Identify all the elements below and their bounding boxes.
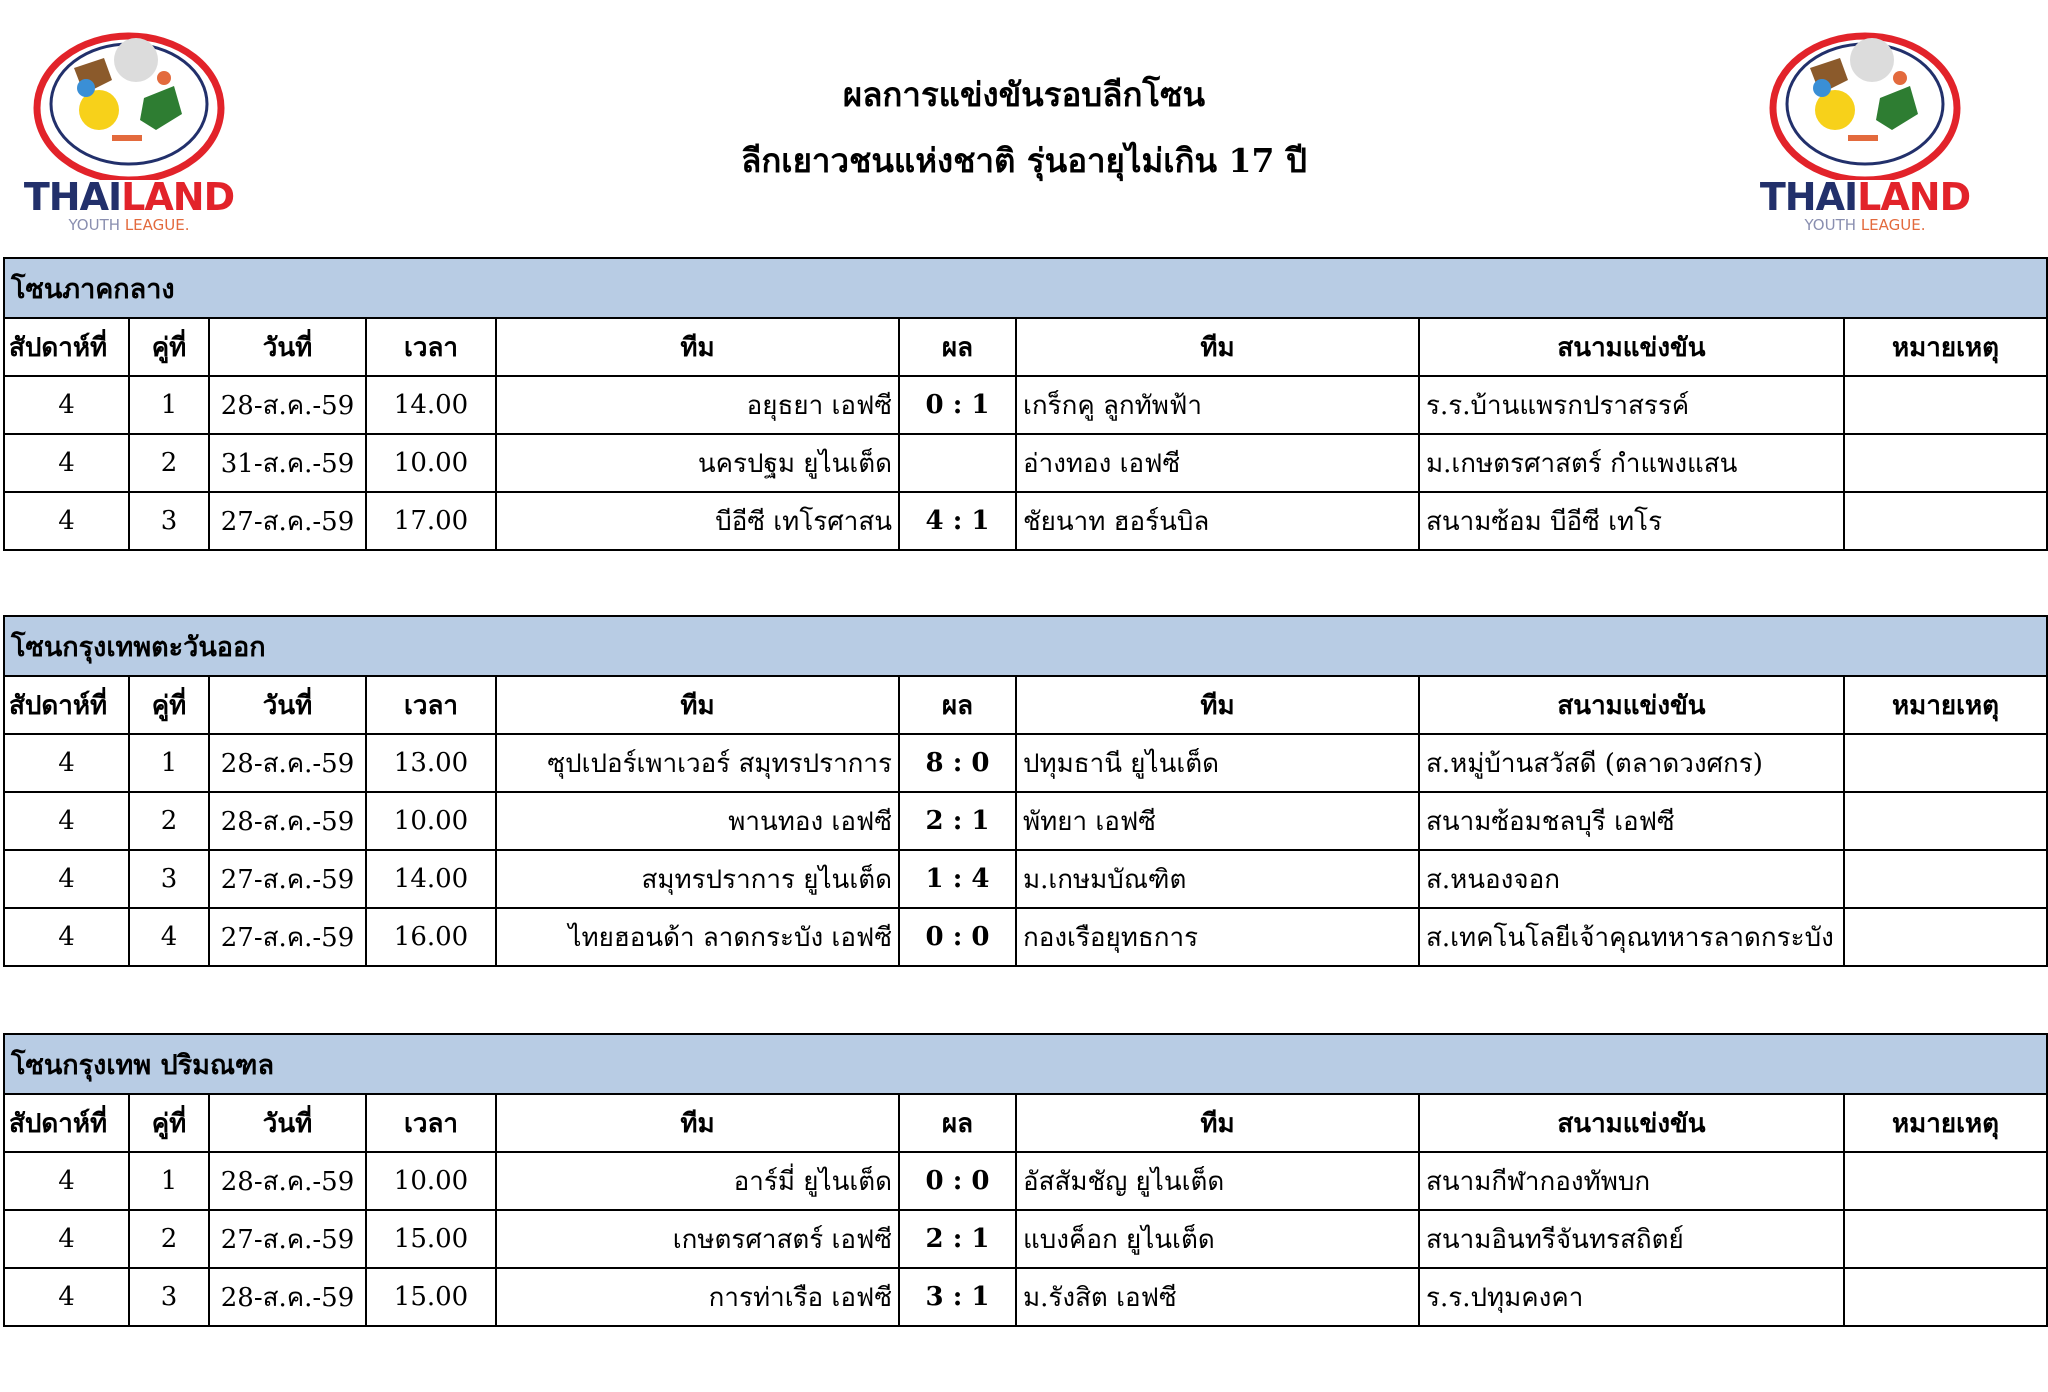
time-header: เวลา: [366, 318, 496, 376]
score-header: ผล: [899, 676, 1016, 734]
column-header-row: [4, 1094, 2047, 1152]
score-cell: 0 : 0: [899, 908, 1016, 966]
score-cell: 0 : 1: [899, 376, 1016, 434]
score-cell: 8 : 0: [899, 734, 1016, 792]
time-header: เวลา: [366, 676, 496, 734]
zone-table-bangkok-east: [3, 615, 2048, 967]
away-team-cell: แบงค็อก ยูไนเต็ด: [1016, 1210, 1419, 1268]
week-header: สัปดาห์ที่: [4, 1094, 129, 1152]
away-team-header: ทีม: [1016, 318, 1419, 376]
match-header: คู่ที่: [129, 318, 209, 376]
week-cell: 4: [4, 492, 129, 550]
table-row: [4, 376, 2047, 434]
home-team-cell: การท่าเรือ เอฟซี: [496, 1268, 899, 1326]
week-cell: 4: [4, 434, 129, 492]
match-cell: 3: [129, 1268, 209, 1326]
note-cell: [1844, 1210, 2047, 1268]
away-team-cell: เกร็กคู ลูกทัพฟ้า: [1016, 376, 1419, 434]
away-team-header: ทีม: [1016, 676, 1419, 734]
time-header: เวลา: [366, 1094, 496, 1152]
time-cell: 14.00: [366, 376, 496, 434]
date-cell: 28-ส.ค.-59: [209, 376, 366, 434]
time-cell: 13.00: [366, 734, 496, 792]
away-team-header: ทีม: [1016, 1094, 1419, 1152]
home-team-cell: บีอีซี เทโรศาสน: [496, 492, 899, 550]
note-cell: [1844, 850, 2047, 908]
home-team-cell: ซุปเปอร์เพาเวอร์ สมุทรปราการ: [496, 734, 899, 792]
week-cell: 4: [4, 792, 129, 850]
table-row: [4, 850, 2047, 908]
score-cell: 2 : 1: [899, 792, 1016, 850]
score-cell: 2 : 1: [899, 1210, 1016, 1268]
away-team-cell: ปทุมธานี ยูไนเต็ด: [1016, 734, 1419, 792]
note-cell: [1844, 1268, 2047, 1326]
date-header: วันที่: [209, 1094, 366, 1152]
table-row: [4, 792, 2047, 850]
score-header: ผล: [899, 318, 1016, 376]
week-cell: 4: [4, 850, 129, 908]
time-cell: 10.00: [366, 792, 496, 850]
away-team-cell: กองเรือยุทธการ: [1016, 908, 1419, 966]
time-cell: 16.00: [366, 908, 496, 966]
zone-table-bangkok-metro: [3, 1033, 2048, 1327]
page-title: ผลการแข่งขันรอบลีกโซน: [842, 75, 1206, 114]
table-row: [4, 434, 2047, 492]
time-cell: 10.00: [366, 434, 496, 492]
match-cell: 4: [129, 908, 209, 966]
venue-cell: ร.ร.บ้านแพรกปราสรรค์: [1419, 376, 1844, 434]
match-cell: 3: [129, 492, 209, 550]
note-cell: [1844, 734, 2047, 792]
home-team-cell: นครปฐม ยูไนเต็ด: [496, 434, 899, 492]
away-team-cell: อ่างทอง เอฟซี: [1016, 434, 1419, 492]
home-team-cell: เกษตรศาสตร์ เอฟซี: [496, 1210, 899, 1268]
away-team-cell: ม.เกษมบัณฑิต: [1016, 850, 1419, 908]
table-row: [4, 1268, 2047, 1326]
logo-wordmark: THAILAND: [23, 175, 235, 219]
date-cell: 28-ส.ค.-59: [209, 1152, 366, 1210]
week-cell: 4: [4, 376, 129, 434]
table-row: [4, 1210, 2047, 1268]
page-subtitle: ลีกเยาวชนแห่งชาติ รุ่นอายุไม่เกิน 17 ปี: [741, 141, 1307, 180]
time-cell: 14.00: [366, 850, 496, 908]
date-cell: 27-ส.ค.-59: [209, 850, 366, 908]
date-cell: 27-ส.ค.-59: [209, 492, 366, 550]
column-header-row: [4, 676, 2047, 734]
date-cell: 31-ส.ค.-59: [209, 434, 366, 492]
note-cell: [1844, 908, 2047, 966]
home-team-cell: อยุธยา เอฟซี: [496, 376, 899, 434]
match-cell: 2: [129, 1210, 209, 1268]
note-header: หมายเหตุ: [1844, 1094, 2047, 1152]
week-header: สัปดาห์ที่: [4, 318, 129, 376]
note-cell: [1844, 1152, 2047, 1210]
week-cell: 4: [4, 1268, 129, 1326]
note-cell: [1844, 792, 2047, 850]
note-header: หมายเหตุ: [1844, 676, 2047, 734]
note-header: หมายเหตุ: [1844, 318, 2047, 376]
venue-cell: สนามซ้อม บีอีซี เทโร: [1419, 492, 1844, 550]
date-header: วันที่: [209, 318, 366, 376]
home-team-cell: ไทยฮอนด้า ลาดกระบัง เอฟซี: [496, 908, 899, 966]
match-header: คู่ที่: [129, 1094, 209, 1152]
time-cell: 15.00: [366, 1268, 496, 1326]
score-header: ผล: [899, 1094, 1016, 1152]
venue-header: สนามแข่งขัน: [1419, 318, 1844, 376]
table-row: [4, 492, 2047, 550]
match-cell: 2: [129, 792, 209, 850]
zone-name: โซนภาคกลาง: [4, 258, 2047, 318]
time-cell: 17.00: [366, 492, 496, 550]
week-cell: 4: [4, 908, 129, 966]
match-cell: 1: [129, 376, 209, 434]
venue-cell: ส.หมู่บ้านสวัสดี (ตลาดวงศกร): [1419, 734, 1844, 792]
venue-cell: ส.หนองจอก: [1419, 850, 1844, 908]
venue-cell: สนามซ้อมชลบุรี เอฟซี: [1419, 792, 1844, 850]
venue-cell: ส.เทคโนโลยีเจ้าคุณทหารลาดกระบัง: [1419, 908, 1844, 966]
date-cell: 27-ส.ค.-59: [209, 1210, 366, 1268]
home-team-cell: พานทอง เอฟซี: [496, 792, 899, 850]
note-cell: [1844, 492, 2047, 550]
week-cell: 4: [4, 734, 129, 792]
match-cell: 3: [129, 850, 209, 908]
table-row: [4, 734, 2047, 792]
date-cell: 27-ส.ค.-59: [209, 908, 366, 966]
table-row: [4, 908, 2047, 966]
home-team-cell: สมุทรปราการ ยูไนเต็ด: [496, 850, 899, 908]
date-cell: 28-ส.ค.-59: [209, 734, 366, 792]
zone-name: โซนกรุงเทพ ปริมณฑล: [4, 1034, 2047, 1094]
note-cell: [1844, 376, 2047, 434]
score-cell: 3 : 1: [899, 1268, 1016, 1326]
away-team-cell: ชัยนาท ฮอร์นบิล: [1016, 492, 1419, 550]
venue-cell: ร.ร.ปทุมคงคา: [1419, 1268, 1844, 1326]
score-cell: 1 : 4: [899, 850, 1016, 908]
venue-header: สนามแข่งขัน: [1419, 1094, 1844, 1152]
match-cell: 2: [129, 434, 209, 492]
date-cell: 28-ส.ค.-59: [209, 792, 366, 850]
zone-name: โซนกรุงเทพตะวันออก: [4, 616, 2047, 676]
logo-subtitle: YOUTH LEAGUE.: [1804, 216, 1926, 234]
home-team-header: ทีม: [496, 1094, 899, 1152]
logo-wordmark: THAILAND: [1759, 175, 1971, 219]
match-header: คู่ที่: [129, 676, 209, 734]
home-team-header: ทีม: [496, 318, 899, 376]
venue-header: สนามแข่งขัน: [1419, 676, 1844, 734]
away-team-cell: ม.รังสิต เอฟซี: [1016, 1268, 1419, 1326]
column-header-row: [4, 318, 2047, 376]
venue-cell: ม.เกษตรศาสตร์ กำแพงแสน: [1419, 434, 1844, 492]
match-cell: 1: [129, 734, 209, 792]
table-row: [4, 1152, 2047, 1210]
time-cell: 10.00: [366, 1152, 496, 1210]
week-cell: 4: [4, 1152, 129, 1210]
venue-cell: สนามอินทรีจันทรสถิตย์: [1419, 1210, 1844, 1268]
away-team-cell: พัทยา เอฟซี: [1016, 792, 1419, 850]
venue-cell: สนามกีฬากองทัพบก: [1419, 1152, 1844, 1210]
match-cell: 1: [129, 1152, 209, 1210]
date-cell: 28-ส.ค.-59: [209, 1268, 366, 1326]
home-team-cell: อาร์มี่ ยูไนเต็ด: [496, 1152, 899, 1210]
logo-subtitle: YOUTH LEAGUE.: [68, 216, 190, 234]
time-cell: 15.00: [366, 1210, 496, 1268]
score-cell: 4 : 1: [899, 492, 1016, 550]
score-cell: 0 : 0: [899, 1152, 1016, 1210]
score-cell: [899, 434, 1016, 492]
home-team-header: ทีม: [496, 676, 899, 734]
away-team-cell: อัสสัมชัญ ยูไนเต็ด: [1016, 1152, 1419, 1210]
week-cell: 4: [4, 1210, 129, 1268]
date-header: วันที่: [209, 676, 366, 734]
zone-table-central: [3, 257, 2048, 551]
note-cell: [1844, 434, 2047, 492]
week-header: สัปดาห์ที่: [4, 676, 129, 734]
